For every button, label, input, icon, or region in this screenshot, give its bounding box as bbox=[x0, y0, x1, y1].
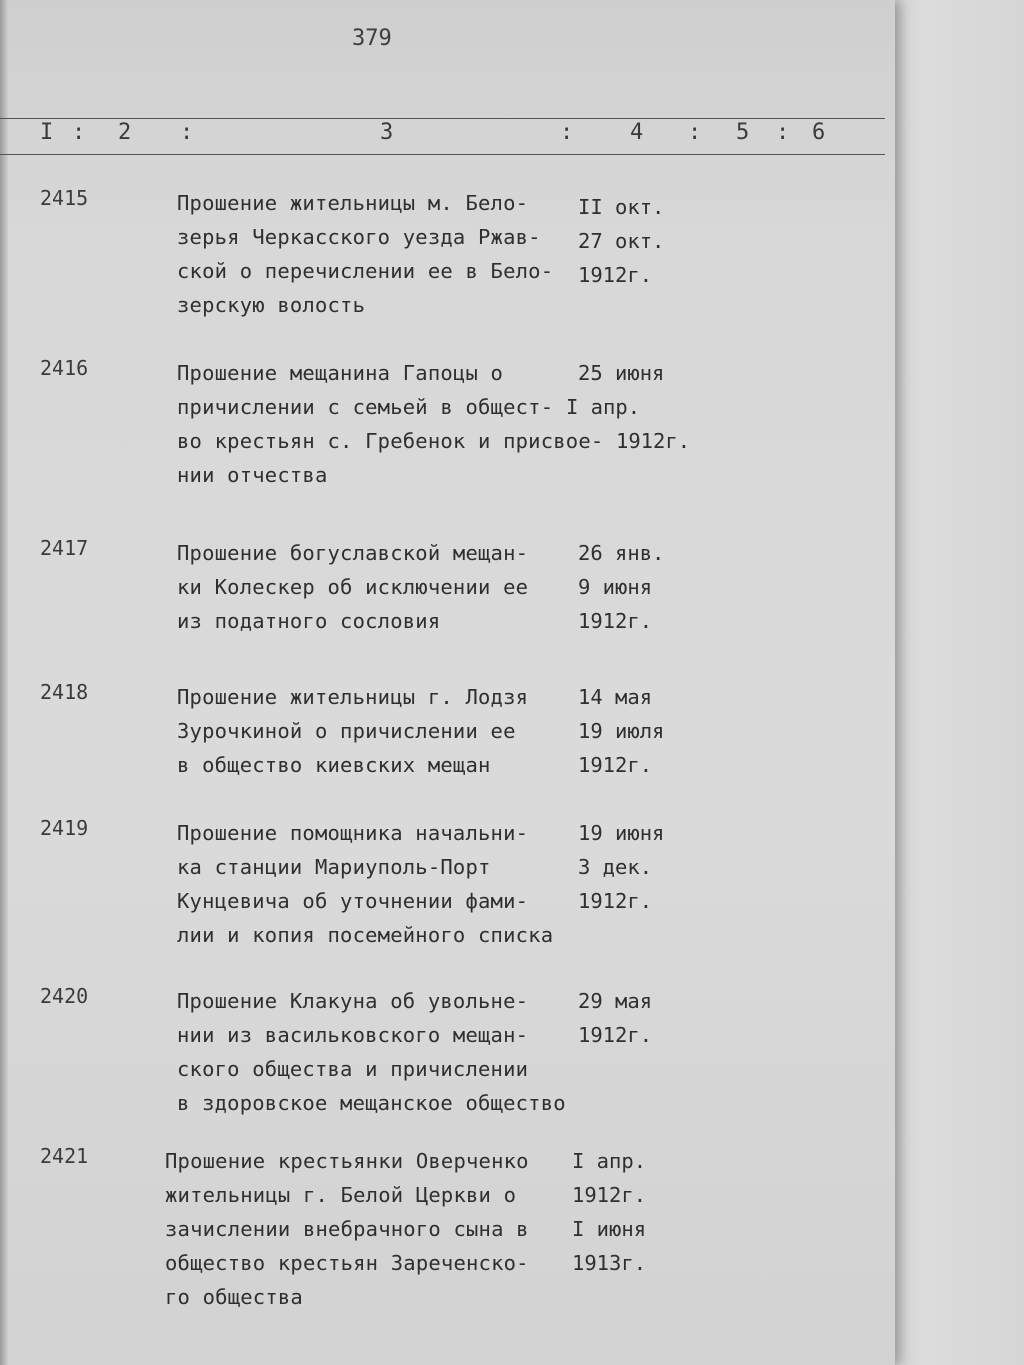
entry-number: 2418 bbox=[40, 680, 89, 704]
column-separator: : bbox=[72, 120, 86, 145]
entry-description bbox=[177, 186, 597, 322]
entry-number: 2420 bbox=[40, 984, 89, 1008]
description-line: Прошение помощника начальни- bbox=[177, 821, 529, 845]
entry-dates bbox=[578, 536, 738, 638]
date-line: 1912г. bbox=[578, 753, 653, 777]
description-line: Прошение жительницы м. Бело- bbox=[177, 191, 529, 215]
entry-dates bbox=[566, 356, 738, 458]
description-line: зерскую волость bbox=[177, 293, 366, 317]
date-line: 1912г. bbox=[578, 889, 653, 913]
description-line: ской о перечислении ее в Бело- bbox=[177, 259, 554, 283]
date-line: 1912г. bbox=[578, 609, 653, 633]
date-line: 25 июня bbox=[578, 361, 665, 385]
description-line: в здоровское мещанское общество bbox=[177, 1091, 566, 1115]
date-line: I апр. bbox=[566, 395, 641, 419]
date-line: 1912г. bbox=[616, 429, 691, 453]
column-separator: : bbox=[776, 120, 790, 145]
column-separator: : bbox=[688, 120, 702, 145]
description-line: Прошение Клакуна об увольне- bbox=[177, 989, 529, 1013]
background-surface bbox=[880, 0, 1024, 1365]
entry-number: 2415 bbox=[40, 186, 89, 210]
description-line: нии отчества bbox=[177, 463, 328, 487]
description-line: во крестьян с. Гребенок и присвое- bbox=[177, 429, 604, 453]
date-line: 19 июня bbox=[578, 821, 665, 845]
description-line: зерья Черкасского уезда Ржав- bbox=[177, 225, 541, 249]
description-line: причислении с семьей в общест- bbox=[177, 395, 554, 419]
date-line: II окт. bbox=[578, 195, 665, 219]
description-line: ского общества и причислении bbox=[177, 1057, 529, 1081]
column-header-6: 6 bbox=[812, 120, 826, 145]
description-line: ка станции Мариуполь-Порт bbox=[177, 855, 491, 879]
entry-number: 2419 bbox=[40, 816, 89, 840]
entry-dates bbox=[578, 984, 738, 1052]
entry-description bbox=[177, 816, 597, 952]
date-line: 3 дек. bbox=[578, 855, 653, 879]
description-line: нии из васильковского мещан- bbox=[177, 1023, 529, 1047]
entry-dates bbox=[572, 1144, 732, 1280]
page-edge-shadow bbox=[0, 0, 8, 1365]
date-line: 19 июля bbox=[578, 719, 665, 743]
date-line: 27 окт. bbox=[578, 229, 665, 253]
column-header-3: 3 bbox=[380, 120, 394, 145]
description-line: ки Колескер об исключении ее bbox=[177, 575, 529, 599]
date-line: I июня bbox=[572, 1217, 647, 1241]
entry-dates bbox=[578, 190, 738, 292]
entry-description bbox=[177, 680, 597, 782]
column-header-2: 2 bbox=[118, 120, 132, 145]
entry-number: 2416 bbox=[40, 356, 89, 380]
entry-description bbox=[165, 1144, 585, 1314]
description-line: лии и копия посемейного списка bbox=[177, 923, 554, 947]
description-line: Прошение богуславской мещан- bbox=[177, 541, 529, 565]
description-line: общество крестьян Зареченско- bbox=[165, 1251, 529, 1275]
description-line: Кунцевича об уточнении фами- bbox=[177, 889, 529, 913]
entry-number: 2417 bbox=[40, 536, 89, 560]
column-header-4: 4 bbox=[630, 120, 644, 145]
entry-number: 2421 bbox=[40, 1144, 89, 1168]
date-line: 26 янв. bbox=[578, 541, 665, 565]
column-separator: : bbox=[560, 120, 574, 145]
date-line: 9 июня bbox=[578, 575, 653, 599]
entry-description bbox=[177, 536, 597, 638]
description-line: Прошение крестьянки Оверченко bbox=[165, 1149, 529, 1173]
header-rule-top bbox=[0, 118, 885, 119]
column-header-1: I bbox=[40, 120, 54, 145]
date-line: 1913г. bbox=[572, 1251, 647, 1275]
date-line: I апр. bbox=[572, 1149, 647, 1173]
date-line: 1912г. bbox=[572, 1183, 647, 1207]
entry-dates bbox=[578, 816, 738, 918]
description-line: Прошение мещанина Гапоцы о bbox=[177, 361, 504, 385]
description-line: жительницы г. Белой Церкви о bbox=[165, 1183, 517, 1207]
date-line: 14 мая bbox=[578, 685, 653, 709]
column-header-5: 5 bbox=[736, 120, 750, 145]
description-line: зачислении внебрачного сына в bbox=[165, 1217, 529, 1241]
entry-description bbox=[177, 984, 597, 1120]
page-number: 379 bbox=[352, 26, 392, 51]
entry-dates bbox=[578, 680, 738, 782]
description-line: го общества bbox=[165, 1285, 303, 1309]
description-line: Прошение жительницы г. Лодзя bbox=[177, 685, 529, 709]
date-line: 29 мая bbox=[578, 989, 653, 1013]
description-line: из податного сословия bbox=[177, 609, 441, 633]
description-line: в общество киевских мещан bbox=[177, 753, 491, 777]
column-separator: : bbox=[180, 120, 194, 145]
header-rule-bottom bbox=[0, 154, 885, 155]
date-line: 1912г. bbox=[578, 1023, 653, 1047]
description-line: Зурочкиной о причислении ее bbox=[177, 719, 516, 743]
date-line: 1912г. bbox=[578, 263, 653, 287]
